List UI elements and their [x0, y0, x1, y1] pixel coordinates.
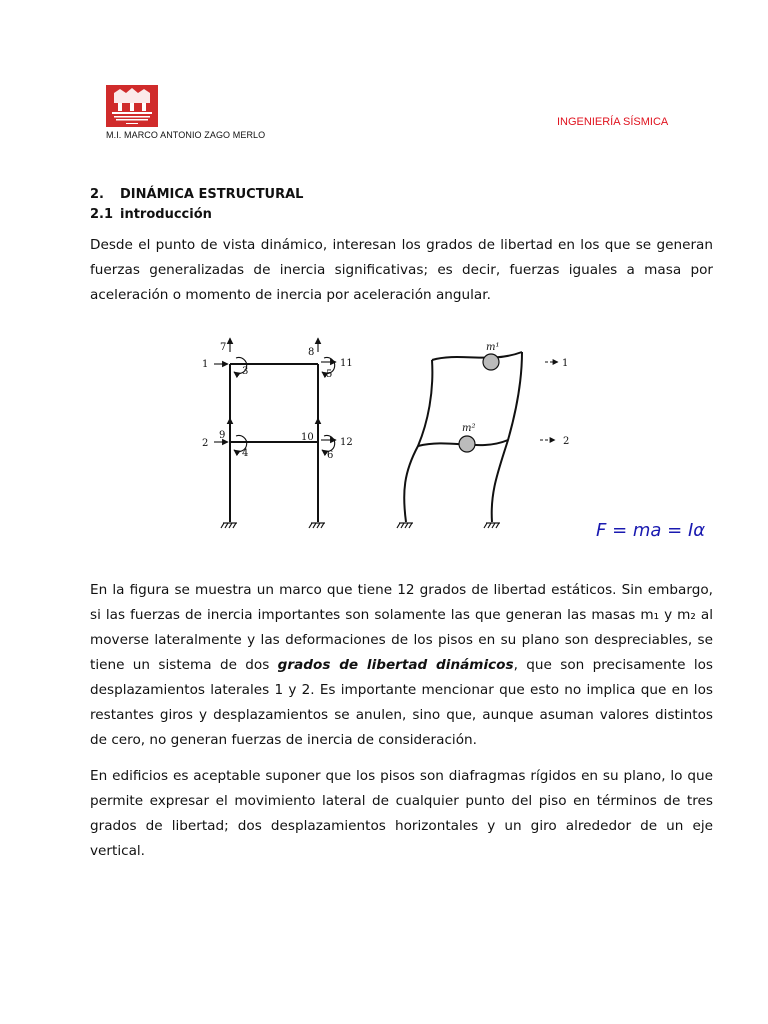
- subsection-number: 2.1: [90, 207, 114, 222]
- university-logo: [106, 85, 158, 127]
- dynamic-dof-emphasis: grados de libertad dinámicos: [277, 657, 514, 673]
- subsection-title: introducción: [120, 207, 212, 222]
- dof-label-2: 2: [202, 438, 209, 449]
- dof-label-5: 5: [326, 369, 333, 380]
- dof-label-4: 4: [242, 448, 249, 459]
- dof-label-9: 9: [219, 430, 226, 441]
- dof-label-6: 6: [327, 450, 334, 461]
- dof-label-11: 11: [340, 358, 353, 369]
- frame-supports: [221, 523, 500, 528]
- dof-label-12: 12: [340, 437, 353, 448]
- author-name: M.I. MARCO ANTONIO ZAGO MERLO: [106, 130, 266, 140]
- course-title: INGENIERÍA SÍSMICA: [557, 116, 669, 128]
- dof-label-8: 8: [308, 347, 315, 358]
- mass-label-1: m¹: [486, 342, 500, 353]
- logo-emblem-icon: [106, 85, 158, 127]
- mass-label-2: m²: [462, 423, 476, 434]
- dof-label-10: 10: [301, 432, 314, 443]
- displacement-label-1: 1: [562, 358, 569, 369]
- paragraph-frame-text-b: , que son precisamente los desplazamientos laterales 1 y 2. Es importante mencionar que esto no implica que en los restantes giros y desplazamientos se anulen, sino que, aunque asuman valores distintos de cero, no generan fuerzas de inercia de consideración.: [90, 657, 713, 748]
- section-number: 2.: [90, 187, 104, 202]
- mass-markers: [459, 354, 499, 452]
- dof-label-1: 1: [202, 359, 209, 370]
- paragraph-intro: Desde el punto de vista dinámico, interesan los grados de libertad en los que se generan fuerzas generalizadas de inercia significativas; es decir, fuerzas iguales a masa por aceleración o momento de inercia por aceleración angular.: [90, 237, 713, 303]
- subsection-heading: [90, 207, 212, 222]
- dof-label-7: 7: [220, 342, 227, 353]
- frame-figure: [190, 322, 590, 534]
- paragraph-frame-text-a: En la figura se muestra un marco que tiene 12 grados de libertad estáticos. Sin embargo, si las fuerzas de inercia importantes son solamente las que generan las masas m₁ y m₂ al moverse lateralmente y las deformaciones de los pisos en su plano son despreciables, se tiene un sistema de dos: [90, 582, 713, 673]
- handwritten-formula: [594, 512, 724, 546]
- paragraph-buildings: En edificios es aceptable suponer que los pisos son diafragmas rígidos en su plano, lo que permite expresar el movimiento lateral de cualquier punto del piso en términos de tres grados de libertad; dos desplazamientos horizontales y un giro alrededor de un eje vertical.: [90, 768, 713, 859]
- section-heading: [90, 187, 303, 202]
- frame-dof-labels: [202, 342, 353, 461]
- section-title: DINÁMICA ESTRUCTURAL: [120, 187, 304, 202]
- paragraph-frame-description: [90, 578, 713, 753]
- frame-undeformed: [230, 364, 318, 522]
- dof-label-3: 3: [242, 366, 249, 377]
- handwritten-formula-text: F = ma = Iα: [596, 520, 706, 541]
- displacement-label-2: 2: [563, 436, 570, 447]
